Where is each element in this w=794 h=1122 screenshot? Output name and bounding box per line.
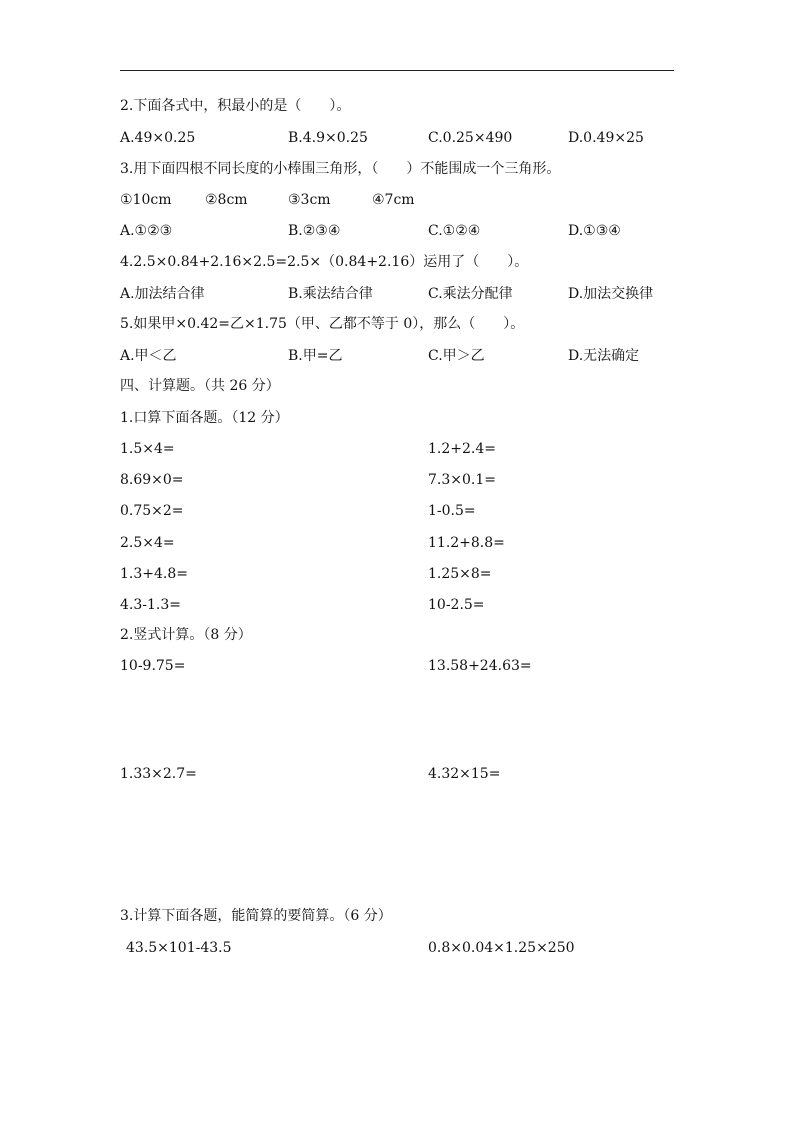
section-4-title: 四、计算题。（共 26 分） <box>120 378 280 394</box>
q3-length-3: ③3cm <box>288 192 331 208</box>
mental-calc-item: 0.75×2= <box>120 503 184 519</box>
question-4-stem: 4.2.5×0.84+2.16×2.5=2.5×（0.84+2.16）运用了（ ）。 <box>120 254 529 270</box>
mental-calc-item: 2.5×4= <box>120 535 175 551</box>
mental-calc-item: 10-2.5= <box>428 597 485 613</box>
q5-option-c: C.甲＞乙 <box>428 348 485 364</box>
mental-calc-item: 1.25×8= <box>428 566 492 582</box>
q5-option-b: B.甲=乙 <box>288 348 343 364</box>
mental-calc-item: 1-0.5= <box>428 503 476 519</box>
simplify-calc-item: 0.8×0.04×1.25×250 <box>428 940 575 956</box>
header-rule <box>120 70 674 71</box>
q3-length-4: ④7cm <box>372 192 415 208</box>
mental-calc-item: 1.3+4.8= <box>120 566 188 582</box>
vertical-calc-item: 1.33×2.7= <box>120 766 197 782</box>
q2-option-d: D.0.49×25 <box>568 130 644 146</box>
question-5-stem: 5.如果甲×0.42=乙×1.75（甲、乙都不等于 0），那么（ ）。 <box>120 316 525 332</box>
question-2-stem: 2.下面各式中，积最小的是（ ）。 <box>120 98 351 114</box>
q4-option-d: D.加法交换律 <box>568 286 654 302</box>
question-3-stem: 3.用下面四根不同长度的小棒围三角形，（ ）不能围成一个三角形。 <box>120 161 561 177</box>
q3-option-a: A.①②③ <box>120 223 173 239</box>
part-2-title: 2.竖式计算。（8 分） <box>120 627 252 643</box>
q3-option-c: C.①②④ <box>428 223 481 239</box>
mental-calc-item: 11.2+8.8= <box>428 535 505 551</box>
part-3-title: 3.计算下面各题，能简算的要简算。（6 分） <box>120 908 392 924</box>
q3-option-d: D.①③④ <box>568 223 621 239</box>
mental-calc-item: 8.69×0= <box>120 472 184 488</box>
vertical-calc-item: 4.32×15= <box>428 766 501 782</box>
vertical-calc-item: 13.58+24.63= <box>428 658 532 674</box>
mental-calc-item: 1.5×4= <box>120 441 175 457</box>
q5-option-d: D.无法确定 <box>568 348 640 364</box>
q4-option-b: B.乘法结合律 <box>288 286 373 302</box>
q3-length-2: ②8cm <box>205 192 248 208</box>
part-1-title: 1.口算下面各题。（12 分） <box>120 410 289 426</box>
q3-option-b: B.②③④ <box>288 223 341 239</box>
q4-option-c: C.乘法分配律 <box>428 286 513 302</box>
mental-calc-item: 7.3×0.1= <box>428 472 496 488</box>
q2-option-b: B.4.9×0.25 <box>288 130 368 146</box>
q4-option-a: A.加法结合律 <box>120 286 205 302</box>
q3-length-1: ①10cm <box>120 192 172 208</box>
mental-calc-item: 1.2+2.4= <box>428 441 496 457</box>
simplify-calc-item: 43.5×101-43.5 <box>126 940 232 956</box>
mental-calc-item: 4.3-1.3= <box>120 597 181 613</box>
q2-option-a: A.49×0.25 <box>120 130 196 146</box>
vertical-calc-item: 10-9.75= <box>120 658 186 674</box>
q5-option-a: A.甲＜乙 <box>120 348 177 364</box>
q2-option-c: C.0.25×490 <box>428 130 513 146</box>
